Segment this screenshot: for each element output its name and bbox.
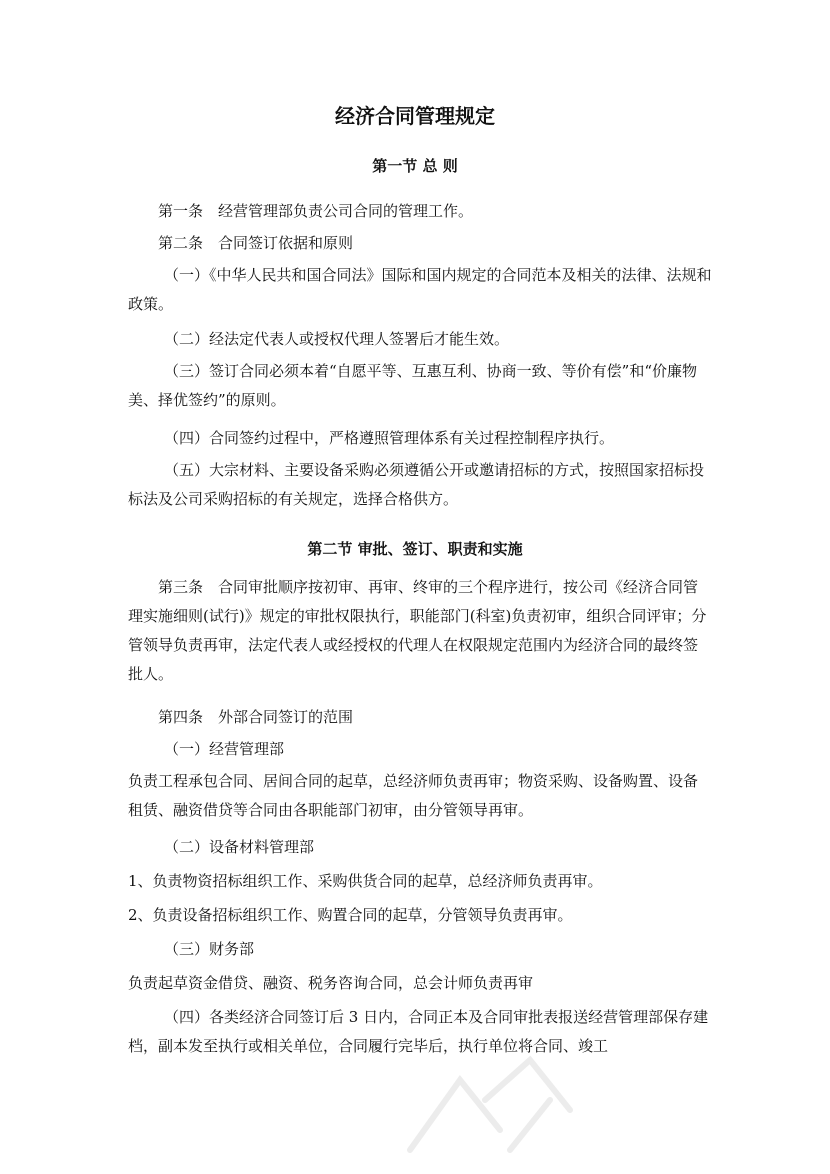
clause-4-1: （一）经营管理部: [164, 740, 285, 758]
clause-2-2: （二）经法定代表人或授权代理人签署后才能生效。: [164, 330, 510, 348]
clause-2-1: （一）《中华人民共和国合同法》国际和国内规定的合同范本及相关的法律、法规和政策。: [128, 266, 712, 313]
document-title: 经济合同管理规定: [335, 104, 495, 128]
article-2: 第二条 合同签订依据和原则: [158, 234, 354, 252]
clause-4-2-item-1: 1、负责物资招标组织工作、采购供货合同的起草，总经济师负责再审。: [128, 872, 603, 890]
clause-4-2: （二）设备材料管理部: [164, 838, 315, 856]
section-heading-2: 第二节 审批、签订、职责和实施: [307, 540, 523, 558]
section-heading-1: 第一节 总 则: [372, 157, 458, 175]
clause-4-4: （四）各类经济合同签订后 3 日内，合同正本及合同审批表报送经营管理部保存建档，副本发至执行或相关单位，合同履行完毕后，执行单位将合同、竣工: [128, 1008, 709, 1055]
article-1: 第一条 经营管理部负责公司合同的管理工作。: [158, 202, 474, 220]
article-4: 第四条 外部合同签订的范围: [158, 708, 354, 726]
article-3: 第三条 合同审批顺序按初审、再审、终审的三个程序进行，按公司《经济合同管理实施细则(试行)》规定的审批权限执行，职能部门(科室)负责初审，组织合同评审；分管领导负责再审，法定代表人或经授权的代理人在权限规定范围内为经济合同的最终签批人。: [128, 578, 707, 683]
clause-2-5: （五）大宗材料、主要设备采购必须遵循公开或邀请招标的方式，按照国家招标投标法及公司采购招标的有关规定，选择合格供方。: [128, 461, 705, 508]
clause-4-3: （三）财务部: [164, 940, 255, 958]
clause-2-4: （四）合同签约过程中，严格遵照管理体系有关过程控制程序执行。: [164, 429, 615, 447]
clause-4-3-text: 负责起草资金借贷、融资、税务咨询合同，总会计师负责再审: [128, 974, 534, 992]
clause-4-2-item-2: 2、负责设备招标组织工作、购置合同的起草，分管领导负责再审。: [128, 906, 573, 924]
clause-2-3: （三）签订合同必须本着“自愿平等、互惠互利、协商一致、等价有偿”和“价廉物美、择优签约”的原则。: [128, 362, 698, 409]
clause-4-1-text: 负责工程承包合同、居间合同的起草，总经济师负责再审；物资采购、设备购置、设备租赁、融资借贷等合同由各职能部门初审，由分管领导再审。: [128, 772, 699, 819]
